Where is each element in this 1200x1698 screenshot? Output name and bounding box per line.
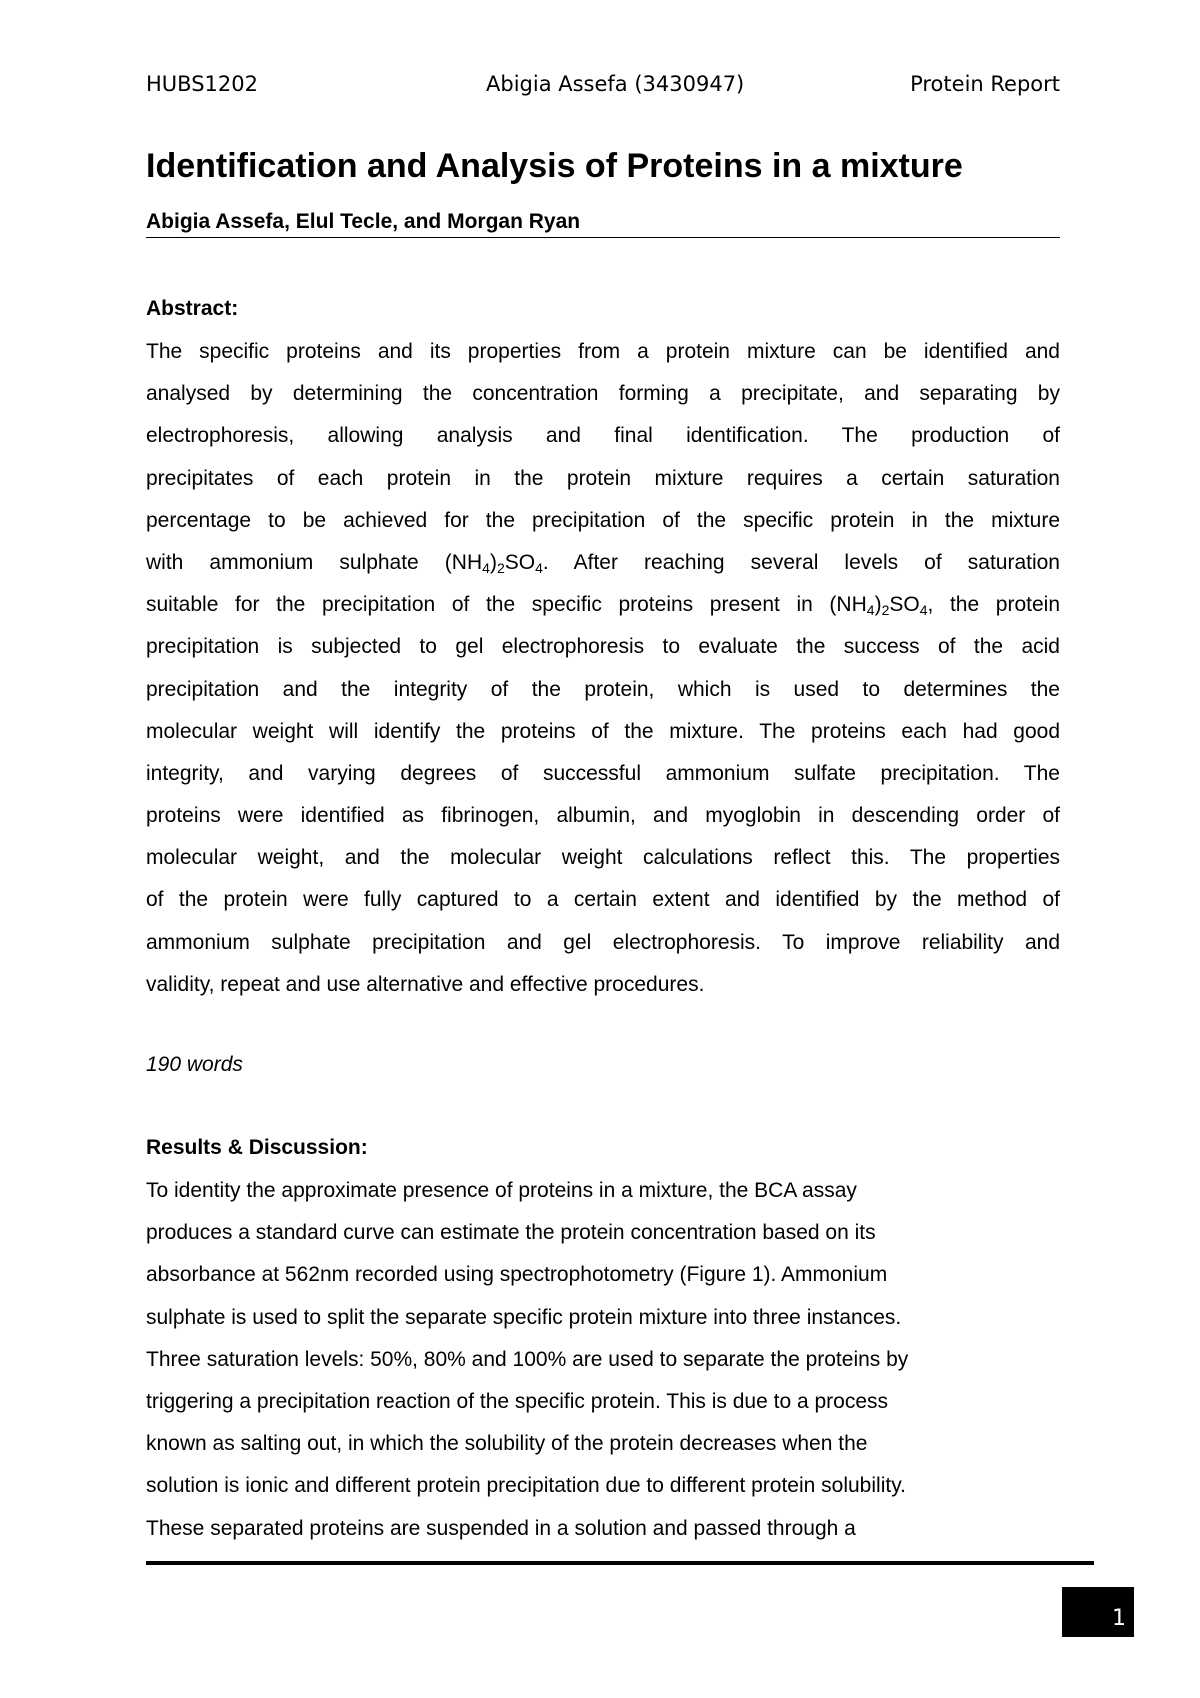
abstract-line: integrity, and varying degrees of successful ammonium sulfate precipitation. The [146, 761, 1060, 785]
results-paragraph [146, 1170, 1060, 1550]
abstract-line: percentage to be achieved for the precipitation of the specific protein in the mixture [146, 508, 1060, 532]
abstract-heading: Abstract: [146, 297, 239, 320]
formula-subscript: 2 [496, 559, 505, 576]
header-course-code: HUBS1202 [146, 72, 258, 96]
abstract-line: precipitation and the integrity of the protein, which is used to determines the [146, 677, 1060, 701]
formula-subscript: 4 [919, 602, 928, 619]
formula-subscript: 2 [881, 602, 890, 619]
formula-subscript: 4 [535, 559, 543, 576]
results-heading: Results & Discussion: [146, 1136, 368, 1159]
results-line: produces a standard curve can estimate the protein concentration based on its [146, 1221, 876, 1245]
header-report-name: Protein Report [910, 72, 1060, 96]
results-line: absorbance at 562nm recorded using spectrophotometry (Figure 1). Ammonium [146, 1263, 888, 1287]
abstract-line: precipitates of each protein in the protein mixture requires a certain saturation [146, 466, 1060, 490]
formula-text: . After reaching several levels of saturation [542, 550, 1060, 574]
results-line: triggering a precipitation reaction of the specific protein. This is due to a process [146, 1389, 889, 1413]
abstract-line-formula [146, 584, 1060, 626]
formula-text: suitable for the precipitation of the specific proteins present in (NH [146, 593, 867, 617]
page-number: 1 [1112, 1606, 1126, 1631]
results-line: Three saturation levels: 50%, 80% and 100% are used to separate the proteins by [146, 1347, 909, 1371]
formula-text: with ammonium sulphate (NH [146, 550, 483, 574]
formula-subscript: 4 [866, 602, 875, 619]
abstract-line: molecular weight, and the molecular weight calculations reflect this. The properties [146, 846, 1060, 870]
abstract-line: validity, repeat and use alternative and effective procedures. [146, 972, 705, 996]
title-divider [146, 237, 1060, 238]
results-line: These separated proteins are suspended in a solution and passed through a [146, 1516, 856, 1540]
abstract-word-count: 190 words [146, 1053, 243, 1076]
formula-text: SO [504, 550, 536, 574]
footer-divider [146, 1561, 1094, 1565]
formula-text: ) [874, 593, 882, 617]
abstract-line: precipitation is subjected to gel electrophoresis to evaluate the success of the acid [146, 635, 1060, 659]
abstract-line: electrophoresis, allowing analysis and final identification. The production of [146, 424, 1060, 448]
page-header [146, 72, 1060, 104]
header-author-id: Abigia Assefa (3430947) [486, 72, 745, 96]
abstract-line: ammonium sulphate precipitation and gel electrophoresis. To improve reliability and [146, 930, 1060, 954]
abstract-line: The specific proteins and its properties from a protein mixture can be identified and [146, 340, 1060, 363]
author-list: Abigia Assefa, Elul Tecle, and Morgan Ryan [146, 210, 581, 233]
page-number-box [1062, 1587, 1134, 1637]
formula-text: , the protein [927, 593, 1060, 617]
formula-text: ) [489, 550, 497, 574]
results-line: To identity the approximate presence of proteins in a mixture, the BCA assay [146, 1179, 857, 1202]
abstract-paragraph [146, 331, 1060, 1006]
abstract-line-formula [146, 542, 1060, 584]
abstract-line: molecular weight will identify the proteins of the mixture. The proteins each had good [146, 719, 1060, 743]
document-title: Identification and Analysis of Proteins in a mixture [146, 147, 963, 185]
abstract-line: proteins were identified as fibrinogen, albumin, and myoglobin in descending order of [146, 804, 1060, 828]
results-line: solution is ionic and different protein precipitation due to different protein solubility. [146, 1474, 906, 1498]
results-line: known as salting out, in which the solubility of the protein decreases when the [146, 1432, 868, 1456]
formula-text: SO [889, 593, 920, 617]
formula-subscript: 4 [482, 559, 490, 576]
abstract-line: of the protein were fully captured to a certain extent and identified by the method of [146, 888, 1060, 912]
abstract-line: analysed by determining the concentration forming a precipitate, and separating by [146, 382, 1060, 406]
results-line: sulphate is used to split the separate specific protein mixture into three instances. [146, 1305, 902, 1329]
